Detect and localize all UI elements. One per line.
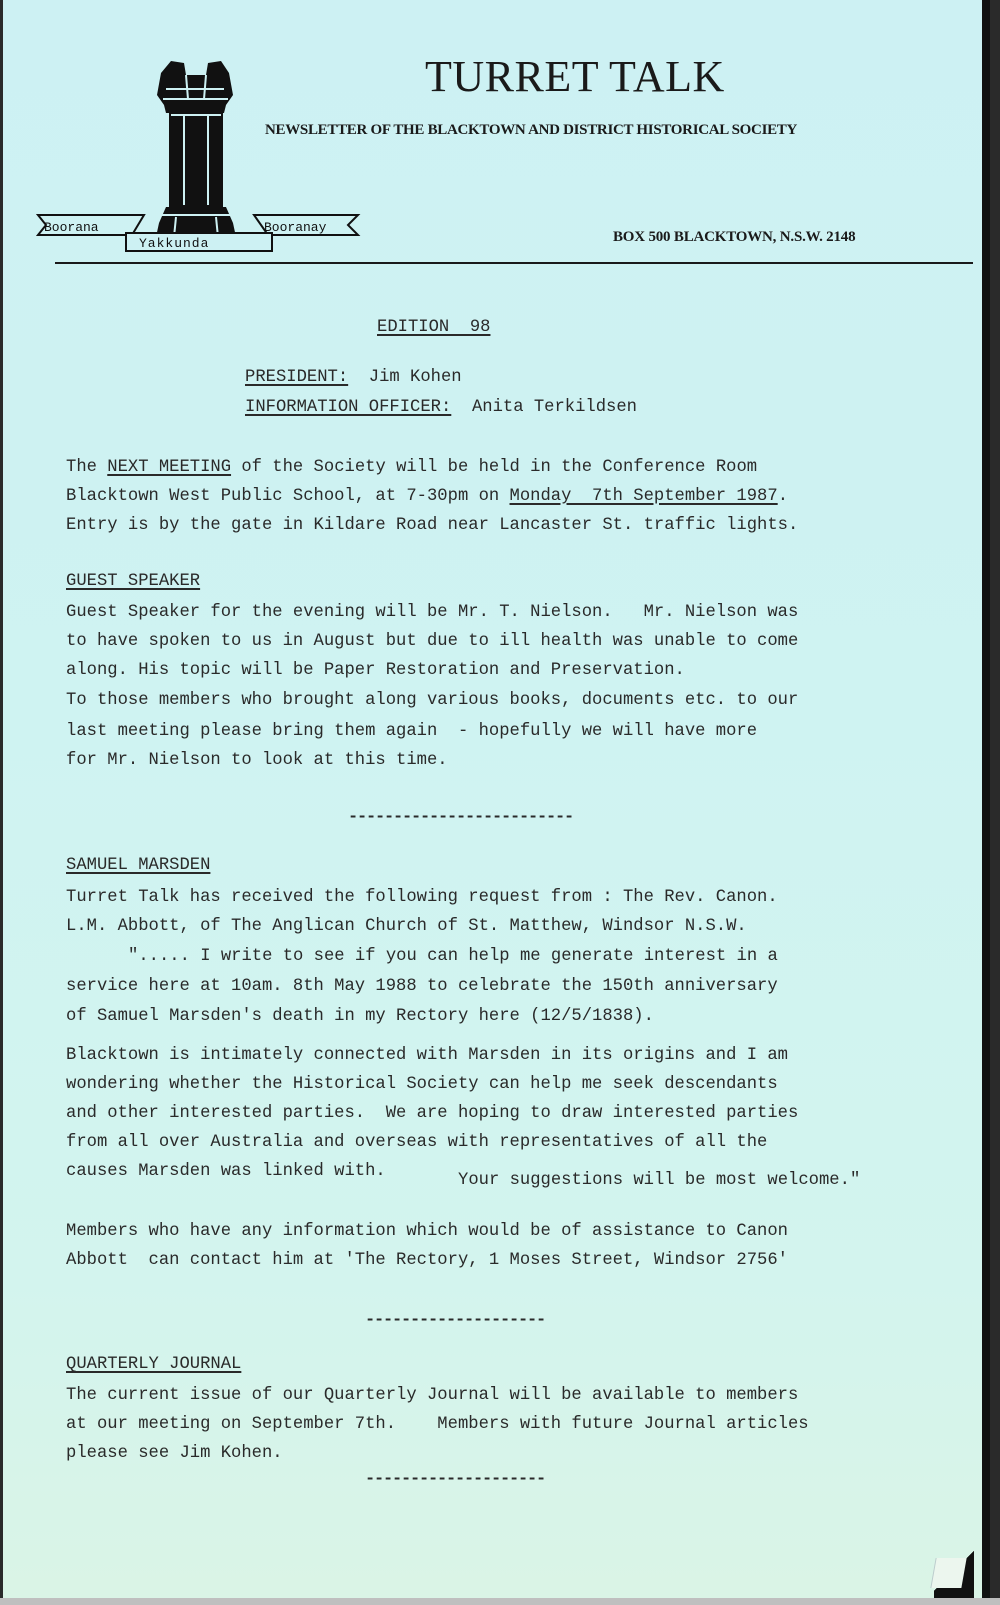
next-meeting-line-3: Entry is by the gate in Kildare Road near Lancaster St. traffic lights. <box>66 516 799 535</box>
info-officer-name: Anita Terkildsen <box>471 398 637 417</box>
paragraph-line: Turret Talk has received the following request from : The Rev. Canon. <box>66 888 778 907</box>
paragraph-line: Guest Speaker for the evening will be Mr. T. Nielson. Mr. Nielson was <box>66 603 799 622</box>
paragraph-line: To those members who brought along various books, documents etc. to our <box>66 691 799 710</box>
svg-text:Yakkunda: Yakkunda <box>139 236 210 251</box>
section-heading: SAMUEL MARSDEN <box>66 856 211 875</box>
section-separator: ------------------------- <box>348 808 574 827</box>
paragraph-line: last meeting please bring them again - hopefully we will have more <box>66 722 758 741</box>
info-officer-label: INFORMATION OFFICER: <box>245 398 452 417</box>
next-meeting-line-2: Blacktown West Public School, at 7-30pm on Monday 7th September 1987. <box>66 487 789 506</box>
paragraph-line: along. His topic will be Paper Restoration and Preservation. <box>66 661 685 680</box>
newsletter-page <box>3 0 990 1598</box>
quote-closing: Your suggestions will be most welcome." <box>458 1171 861 1190</box>
turret-tower-icon <box>156 61 236 237</box>
section-separator: -------------------- <box>365 1311 546 1330</box>
newsletter-title: TURRET TALK <box>425 52 725 101</box>
quote-line: "..... I write to see if you can help me generate interest in a <box>128 947 778 966</box>
paragraph-line: for Mr. Nielson to look at this time. <box>66 751 448 770</box>
quote-line: from all over Australia and overseas with representatives of all the <box>66 1133 768 1152</box>
next-meeting-label: NEXT MEETING <box>107 458 232 477</box>
paragraph-line: L.M. Abbott, of The Anglican Church of St. Matthew, Windsor N.S.W. <box>66 917 747 936</box>
header-divider <box>55 262 973 264</box>
quote-line: wondering whether the Historical Society can help me seek descendants <box>66 1075 778 1094</box>
president-label: PRESIDENT: <box>245 368 349 387</box>
section-heading: GUEST SPEAKER <box>66 572 201 591</box>
contact-address: Abbott can contact him at 'The Rectory, 1 Moses Street, Windsor 2756' <box>66 1251 788 1270</box>
section-heading: QUARTERLY JOURNAL <box>66 1355 242 1374</box>
scan-edge <box>0 1598 1000 1605</box>
quote-line: Blacktown is intimately connected with Marsden in its origins and I am <box>66 1046 788 1065</box>
meeting-date: Monday 7th September 1987 <box>509 487 778 506</box>
quote-line: of Samuel Marsden's death in my Rectory here (12/5/1838). <box>66 1007 654 1026</box>
info-officer-line <box>245 399 637 416</box>
svg-text:Booranay: Booranay <box>264 220 327 235</box>
president-line <box>245 369 462 386</box>
quote-line: service here at 10am. 8th May 1988 to celebrate the 150th anniversary <box>66 977 778 996</box>
paragraph-line: please see Jim Kohen. <box>66 1444 283 1463</box>
postal-address: BOX 500 BLACKTOWN, N.S.W. 2148 <box>613 229 856 245</box>
edition-number: EDITION 98 <box>377 318 491 337</box>
quote-line: and other interested parties. We are hoping to draw interested parties <box>66 1104 799 1123</box>
paragraph-line: The current issue of our Quarterly Journal will be available to members <box>66 1386 799 1405</box>
folded-corner-flap <box>930 1558 966 1588</box>
paragraph-line: Members who have any information which would be of assistance to Canon <box>66 1222 788 1241</box>
section-separator: -------------------- <box>365 1470 546 1489</box>
president-name: Jim Kohen <box>368 368 462 387</box>
svg-text:Boorana: Boorana <box>44 220 99 235</box>
next-meeting-line-1: The NEXT MEETING of the Society will be held in the Conference Room <box>66 458 758 477</box>
paragraph-line: to have spoken to us in August but due to ill health was unable to come <box>66 632 799 651</box>
turret-logo <box>36 55 366 260</box>
newsletter-subtitle: NEWSLETTER OF THE BLACKTOWN AND DISTRICT HISTORICAL SOCIETY <box>265 122 798 138</box>
quote-line: causes Marsden was linked with. <box>66 1162 386 1181</box>
paragraph-line: at our meeting on September 7th. Members with future Journal articles <box>66 1415 809 1434</box>
